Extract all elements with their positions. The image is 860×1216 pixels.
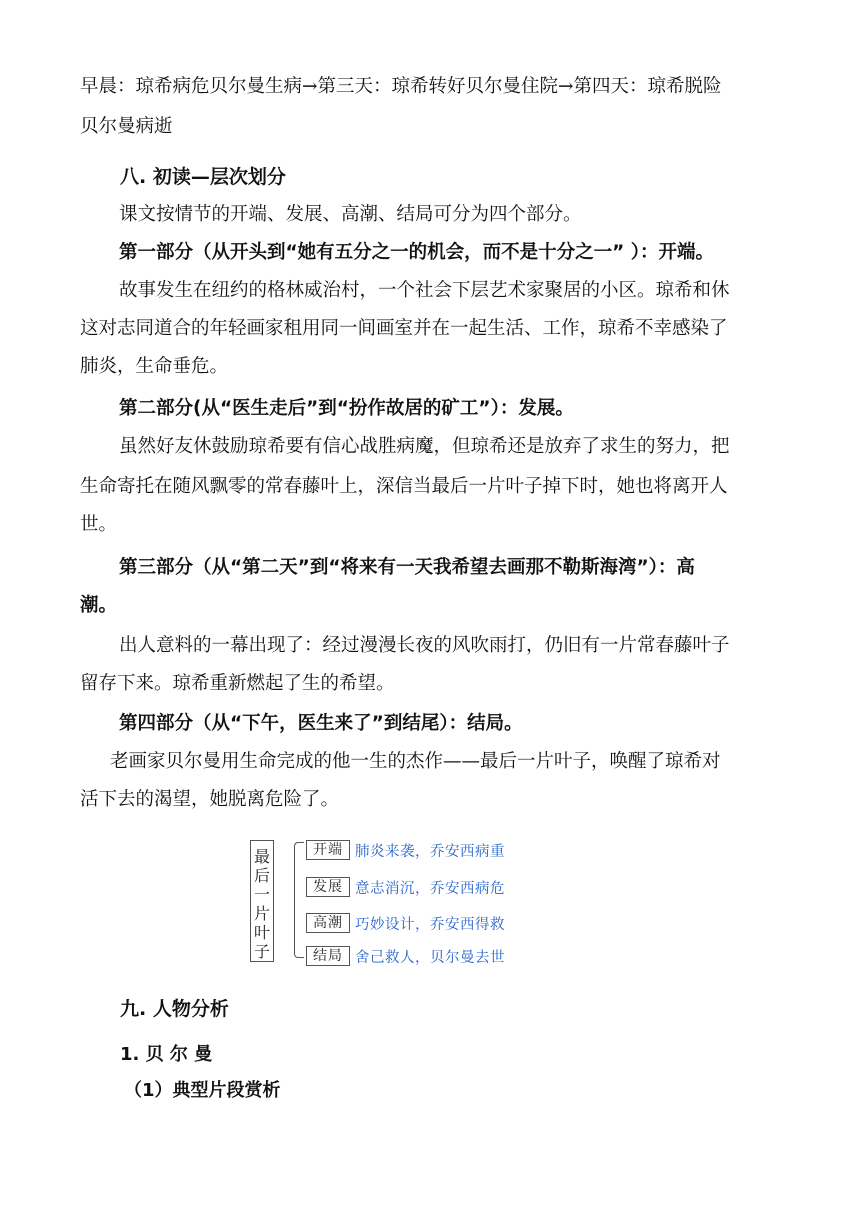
diagram-title-char: 子 [253,942,270,961]
diagram-title-char: 后 [253,866,270,885]
part-1-title: 第一部分（从开头到“她有五分之一的机会，而不是十分之一” ）：开端。 [119,242,715,263]
timeline-line-2: 贝尔曼病逝 [80,116,173,137]
part-2-line: 生命寄托在随风飘零的常春藤叶上，深信当最后一片叶子掉下时，她也将离开人 [80,476,728,497]
part-3-title: 第三部分（从“第二天”到“将来有一天我希望去画那不勒斯海湾”）：高 [119,557,695,578]
subsection-heading: 1. 贝 尔 曼 [120,1044,213,1065]
diagram-bracket [294,842,304,958]
stage-label: 高潮 [306,913,350,933]
stage-description: 肺炎来袭，乔安西病重 [355,843,505,860]
stage-description: 巧妙设计，乔安西得救 [355,916,505,933]
part-3-line: 出人意料的一幕出现了：经过漫漫长夜的风吹雨打，仍旧有一片常春藤叶子 [119,635,730,656]
part-3-title-cont: 潮。 [80,595,118,616]
diagram-stage-row [306,839,505,861]
diagram-title-char: 最 [253,847,270,866]
diagram-stage-row [306,876,505,898]
diagram-title-char: 叶 [253,923,270,942]
part-2-line: 虽然好友休鼓励琼希要有信心战胜病魔，但琼希还是放弃了求生的努力，把 [119,436,730,457]
section-9-heading: 九. 人物分析 [120,998,229,1020]
stage-description: 意志消沉，乔安西病危 [355,880,505,897]
part-4-line: 老画家贝尔曼用生命完成的他一生的杰作——最后一片叶子，唤醒了琼希对 [110,751,721,772]
stage-label: 结局 [306,946,350,966]
timeline-line-1: 早晨：琼希病危贝尔曼生病→第三天：琼希转好贝尔曼住院→第四天：琼希脱险 [80,76,722,97]
plot-structure-diagram [250,832,540,972]
diagram-title-char: 片 [253,904,270,923]
diagram-title-char: 一 [253,885,270,904]
part-3-line: 留存下来。琼希重新燃起了生的希望。 [80,673,395,694]
part-4-line: 活下去的渴望，她脱离危险了。 [80,789,340,810]
stage-description: 舍己救人，贝尔曼去世 [355,949,505,966]
section-8-heading: 八. 初读—层次划分 [120,166,286,188]
section-8-intro: 课文按情节的开端、发展、高潮、结局可分为四个部分。 [119,204,582,225]
stage-label: 开端 [306,840,350,860]
diagram-stage-row [306,945,505,967]
diagram-stage-row [306,912,505,934]
part-1-line: 故事发生在纽约的格林威治村，一个社会下层艺术家聚居的小区。琼希和休 [119,280,730,301]
diagram-title-box [250,840,274,962]
part-1-line: 肺炎，生命垂危。 [80,356,229,377]
part-1-line: 这对志同道合的年轻画家租用同一间画室并在一起生活、工作，琼希不幸感染了 [80,318,728,339]
stage-label: 发展 [306,877,350,897]
part-2-line: 世。 [80,514,118,535]
part-4-title: 第四部分（从“下午，医生来了”到结尾）：结局。 [119,713,523,734]
part-2-title: 第二部分(从“医生走后”到“扮作故居的矿工”）：发展。 [119,398,574,419]
subsection-item: （1）典型片段赏析 [124,1080,281,1101]
